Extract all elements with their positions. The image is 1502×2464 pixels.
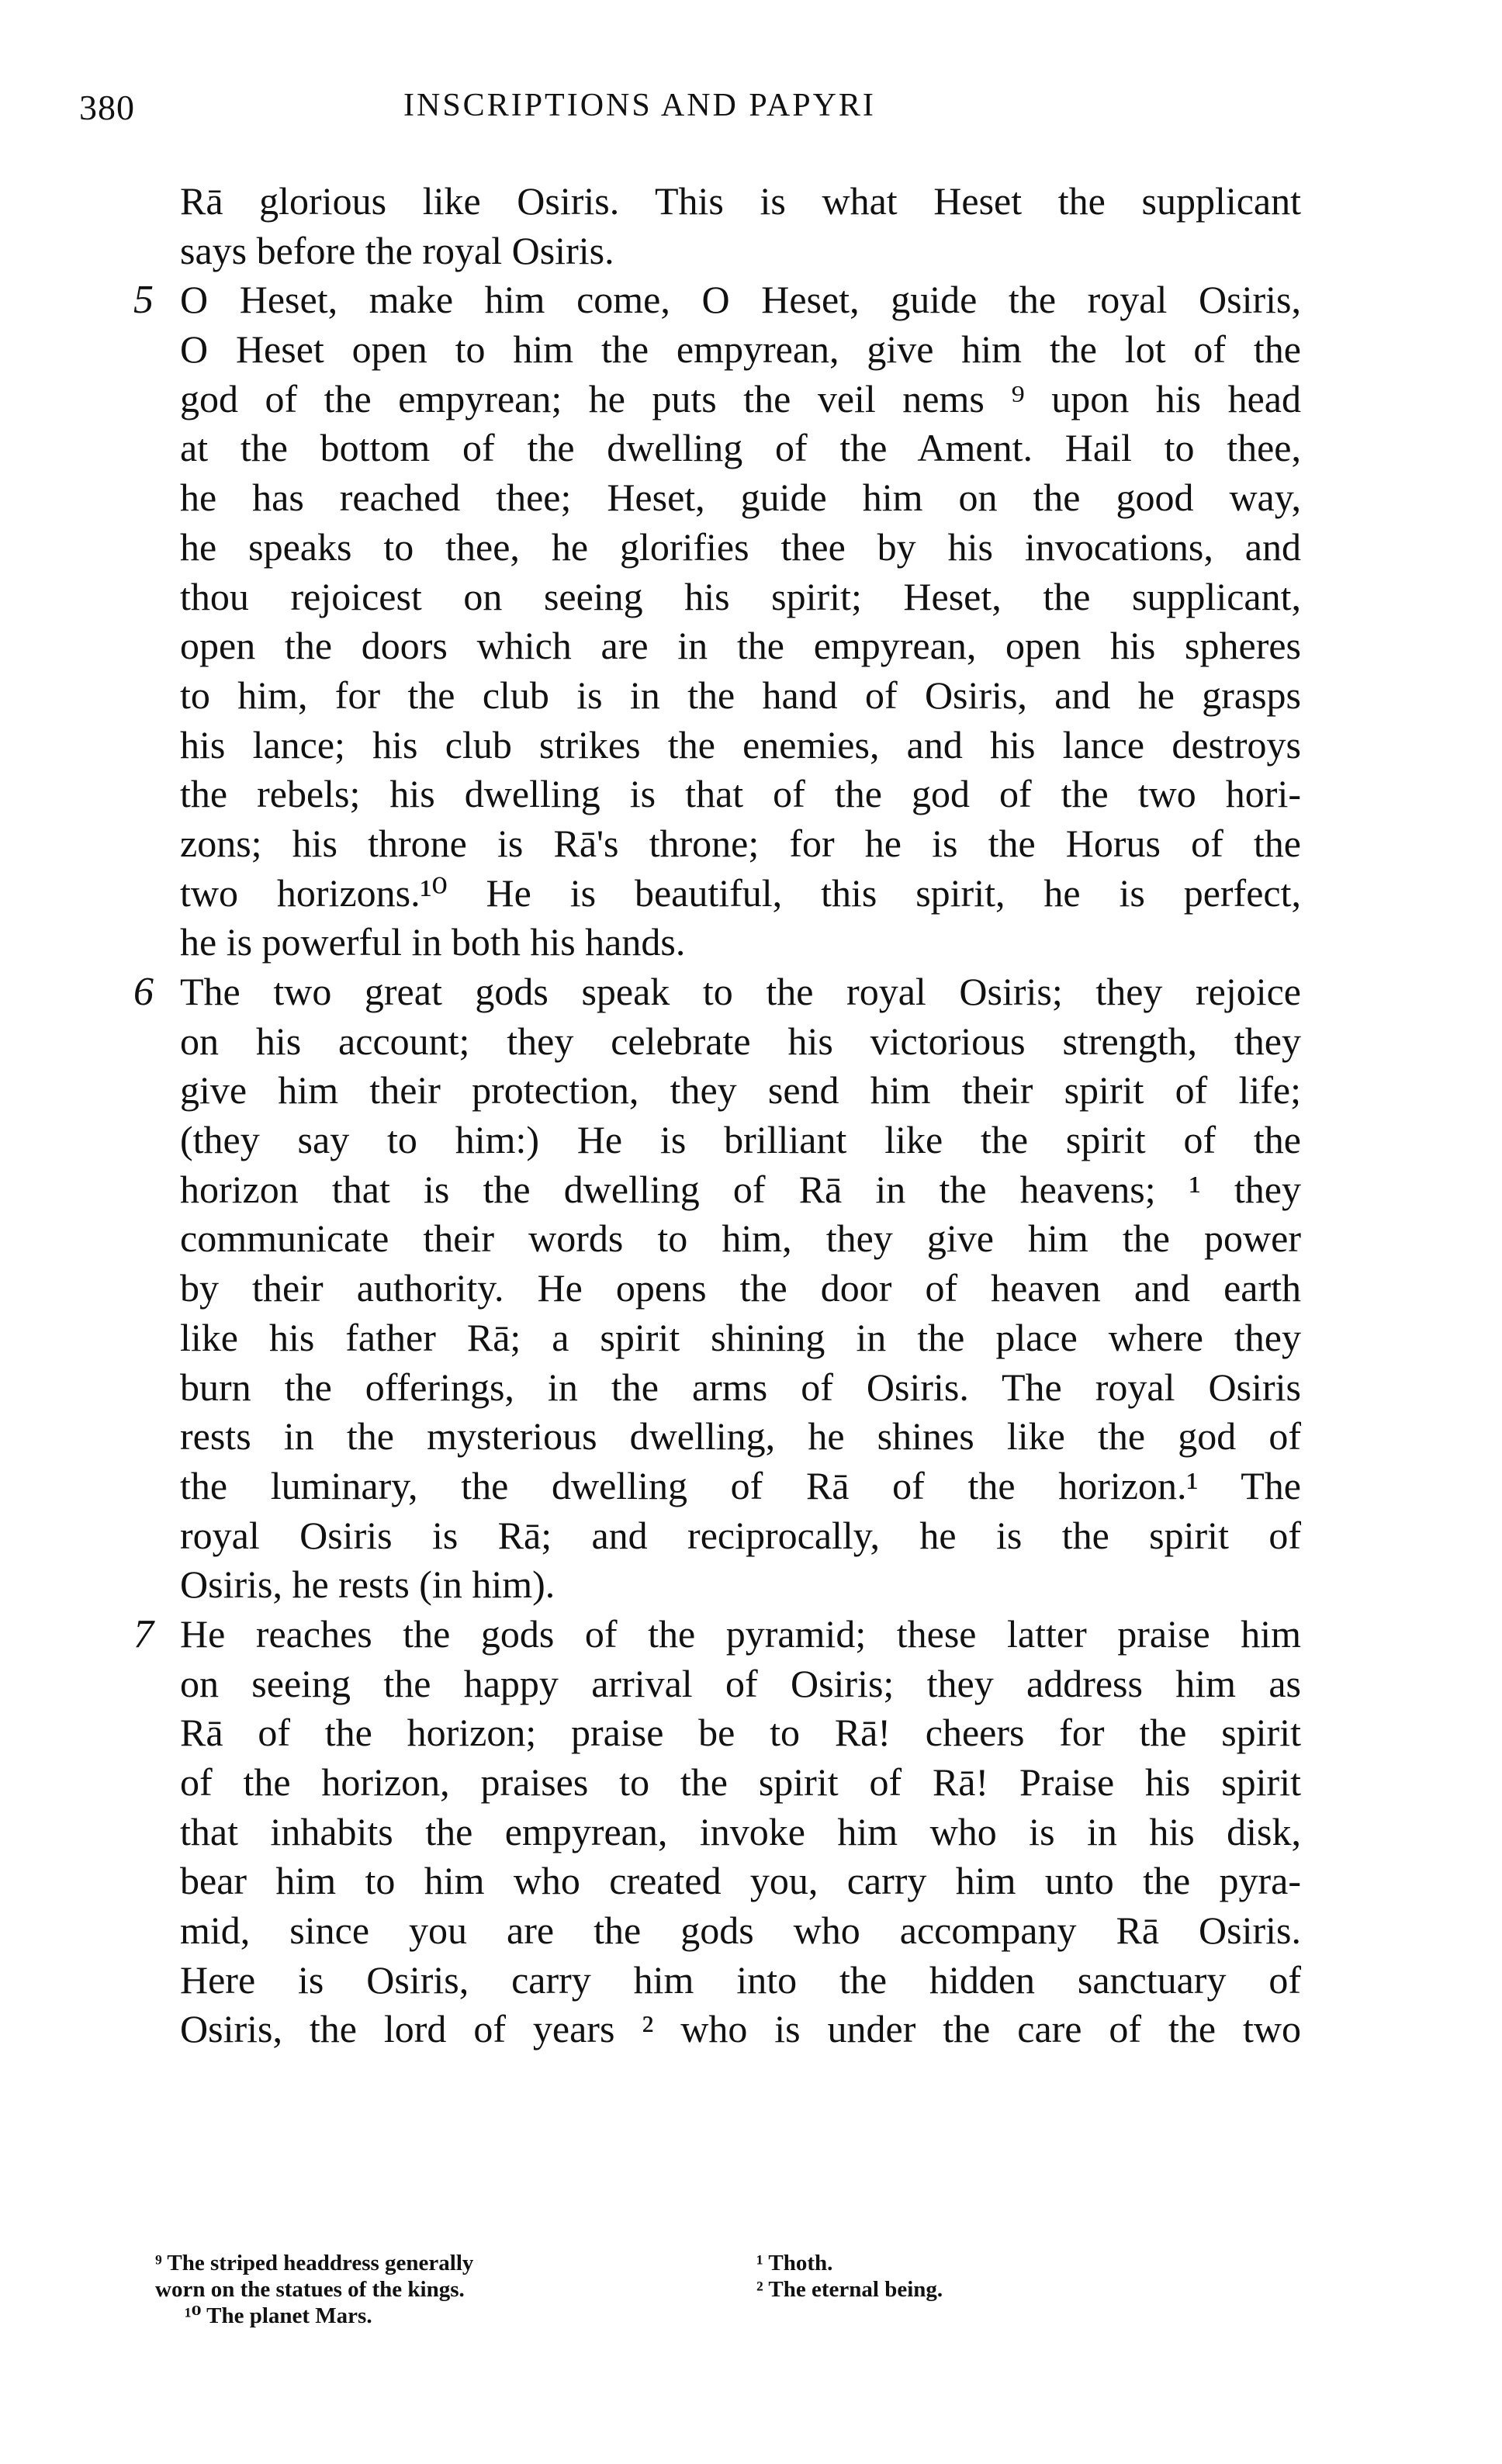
text-line: the rebels; his dwelling is that of the god of the two hori- xyxy=(180,772,1301,816)
text-line: open the doors which are in the empyrean, open his spheres xyxy=(180,624,1301,668)
footnote: ¹ Thoth. xyxy=(756,2251,833,2275)
text-line: at the bottom of the dwelling of the Ament. Hail to thee, xyxy=(180,426,1301,470)
footnote: ⁹ The striped headdress generally xyxy=(155,2251,474,2275)
text-line: two horizons.¹⁰ He is beautiful, this spirit, he is perfect, xyxy=(180,870,1301,915)
text-line: communicate their words to him, they give him the power xyxy=(180,1216,1301,1261)
text-line: He reaches the gods of the pyramid; these latter praise him xyxy=(180,1611,1301,1656)
section-number: 5 xyxy=(133,278,154,323)
footnotes xyxy=(0,2250,1502,2374)
text-line: Osiris, the lord of years ² who is under the care of the two xyxy=(180,2007,1301,2051)
text-line: zons; his throne is Rā's throne; for he is the Horus of the xyxy=(180,821,1301,865)
text-line: (they say to him:) He is brilliant like the spirit of the xyxy=(180,1118,1301,1162)
text-line: thou rejoicest on seeing his spirit; Heset, the supplicant, xyxy=(180,574,1301,618)
footnote: ¹⁰ The planet Mars. xyxy=(185,2303,372,2328)
text-line: of the horizon, praises to the spirit of Rā! Praise his spirit xyxy=(180,1760,1301,1804)
text-line: give him their protection, they send him their spirit of life; xyxy=(180,1068,1301,1113)
running-head xyxy=(0,87,1502,133)
text-line: bear him to him who created you, carry him unto the pyra- xyxy=(180,1859,1301,1903)
footnote: worn on the statues of the kings. xyxy=(155,2277,465,2302)
text-line: god of the empyrean; he puts the veil nems ⁹ upon his head xyxy=(180,376,1301,420)
running-title: INSCRIPTIONS AND PAPYRI xyxy=(403,88,876,123)
footnote: ² The eternal being. xyxy=(756,2277,943,2302)
text-line: that inhabits the empyrean, invoke him who is in his disk, xyxy=(180,1809,1301,1853)
footnotes-right-column xyxy=(756,2250,1144,2303)
text-line: Rā of the horizon; praise be to Rā! cheers for the spirit xyxy=(180,1711,1301,1755)
text-line: his lance; his club strikes the enemies, and his lance destroys xyxy=(180,722,1301,767)
text-line: like his father Rā; a spirit shining in the place where they xyxy=(180,1315,1301,1359)
text-line: burn the offerings, in the arms of Osiris. The royal Osiris xyxy=(180,1365,1301,1409)
text-line: on seeing the happy arrival of Osiris; they address him as xyxy=(180,1661,1301,1705)
text-line: by their authority. He opens the door of heaven and earth xyxy=(180,1266,1301,1310)
text-line: mid, since you are the gods who accompany Rā Osiris. xyxy=(180,1909,1301,1953)
intro-paragraph xyxy=(180,177,1301,275)
section-7 xyxy=(133,1610,1301,2054)
text-line: rests in the mysterious dwelling, he shines like the god of xyxy=(180,1414,1301,1459)
text-line: on his account; they celebrate his victorious strength, they xyxy=(180,1019,1301,1063)
text-line: he is powerful in both his hands. xyxy=(180,920,686,964)
text-line: royal Osiris is Rā; and reciprocally, he is the spirit of xyxy=(180,1513,1301,1557)
section-number: 7 xyxy=(133,1611,154,1656)
text-line: the luminary, the dwelling of Rā of the horizon.¹ The xyxy=(180,1463,1301,1507)
text-line: The two great gods speak to the royal Osiris; they rejoice xyxy=(180,970,1301,1013)
text-line: to him, for the club is in the hand of Osiris, and he grasps xyxy=(180,673,1301,717)
section-6 xyxy=(133,967,1301,1610)
body-text xyxy=(133,177,1301,2054)
text-line: says before the royal Osiris. xyxy=(180,228,614,272)
text-line: horizon that is the dwelling of Rā in the heavens; ¹ they xyxy=(180,1167,1301,1211)
text-line: O Heset, make him come, O Heset, guide the royal Osiris, xyxy=(180,278,1301,322)
section-5 xyxy=(133,275,1301,967)
section-number: 6 xyxy=(133,970,154,1014)
text-line: Rā glorious like Osiris. This is what Heset the supplicant xyxy=(180,179,1301,223)
text-line: he has reached thee; Heset, guide him on the good way, xyxy=(180,476,1301,520)
footnotes-left-column xyxy=(155,2250,690,2329)
text-line: Here is Osiris, carry him into the hidden sanctuary of xyxy=(180,1957,1301,2002)
text-line: Osiris, he rests (in him). xyxy=(180,1562,555,1607)
page-number: 380 xyxy=(79,88,135,127)
text-line: he speaks to thee, he glorifies thee by his invocations, and xyxy=(180,524,1301,569)
text-line: O Heset open to him the empyrean, give him the lot of the xyxy=(180,327,1301,372)
